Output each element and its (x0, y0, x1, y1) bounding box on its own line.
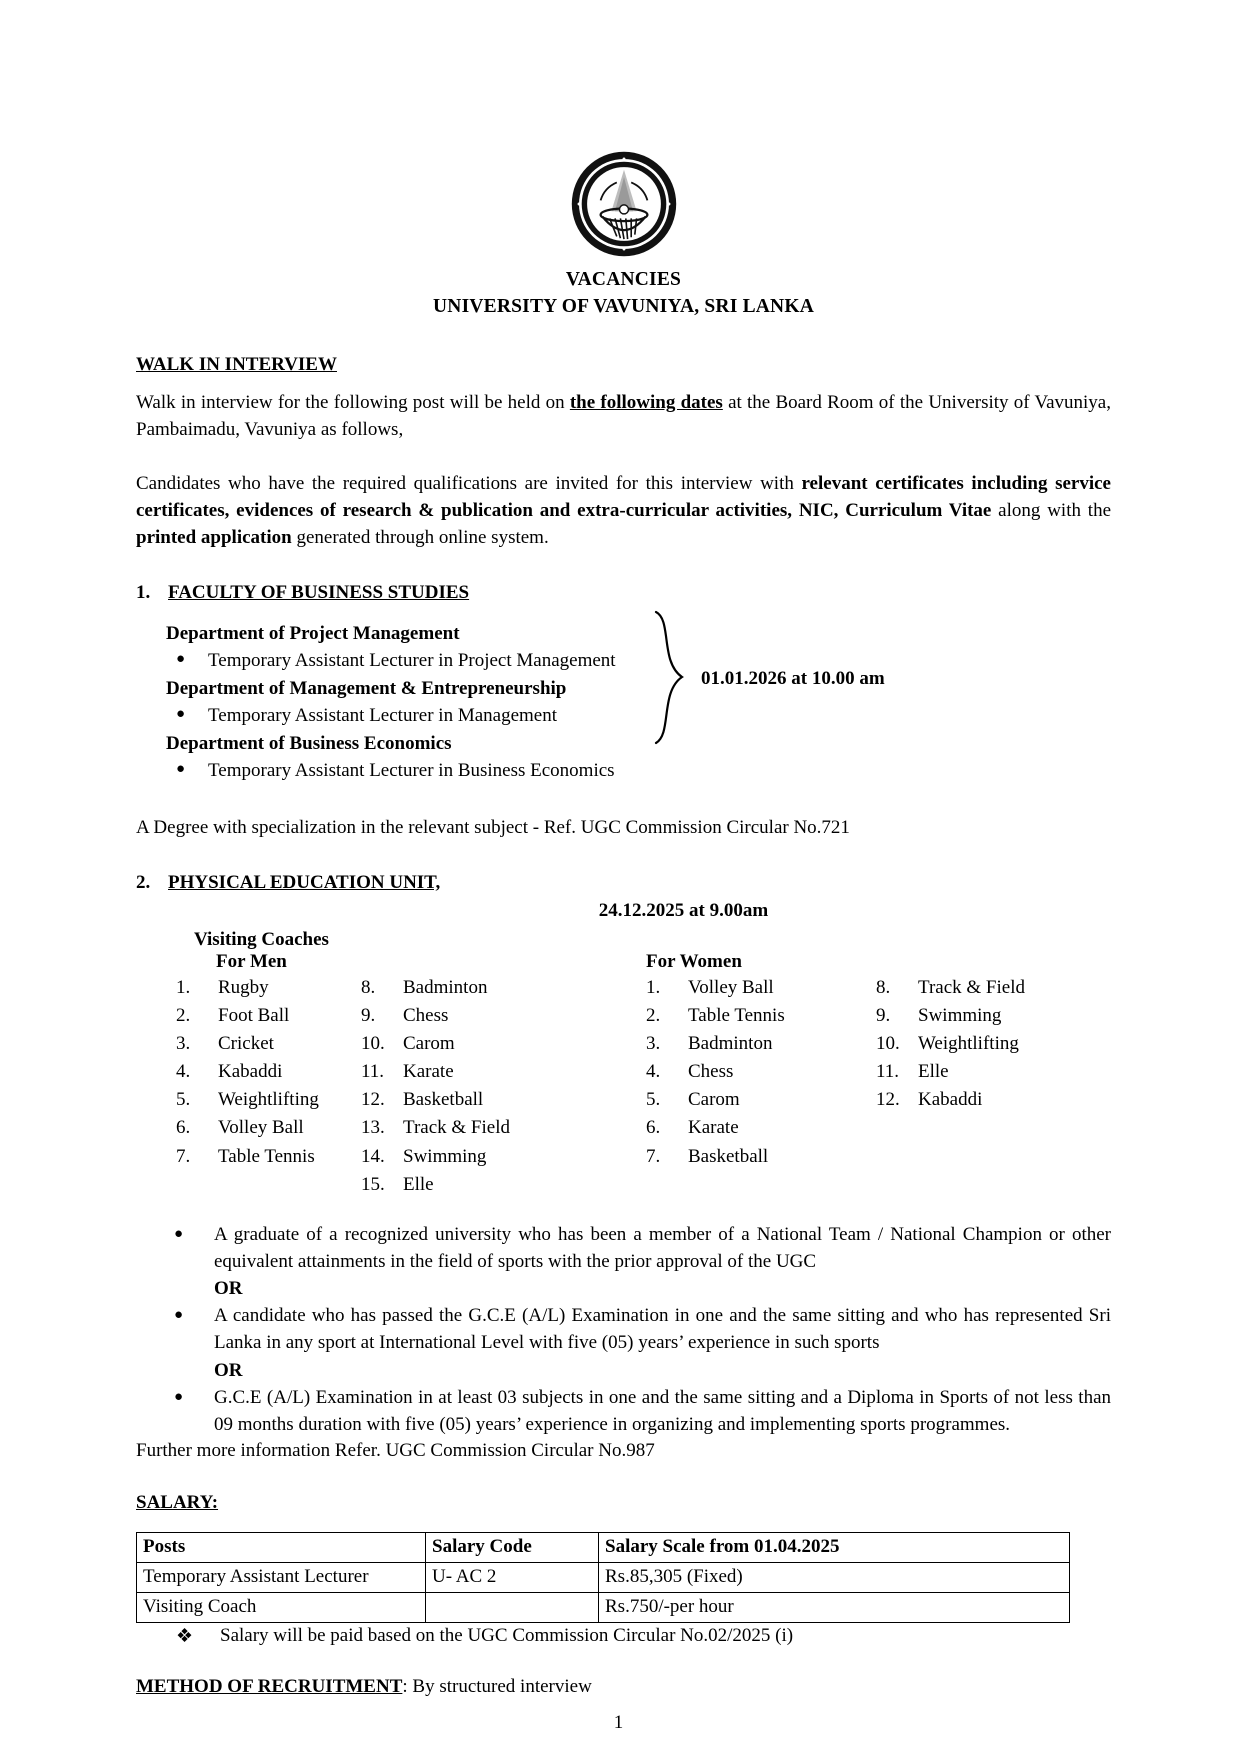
bullet-icon: ● (176, 706, 186, 723)
sport-name: Volley Ball (688, 976, 774, 998)
sport-number: 8. (876, 976, 891, 998)
sport-name: Kabaddi (918, 1089, 983, 1111)
sport-name: Track & Field (403, 1117, 510, 1139)
sport-name: Volley Ball (218, 1117, 304, 1139)
sports-men-label: For Men (216, 950, 287, 972)
sport-name: Badminton (403, 976, 488, 998)
salary-table (136, 1532, 1070, 1623)
page-subtitle: UNIVERSITY OF VAVUNIYA, SRI LANKA (433, 295, 814, 317)
post-label: Temporary Assistant Lecturer in Business Economics (208, 760, 615, 782)
sport-number: 4. (646, 1061, 661, 1083)
university-crest-icon (570, 150, 678, 258)
candidates-p2-bold2: printed application (136, 526, 292, 548)
sport-name: Chess (403, 1005, 449, 1027)
sport-number: 13. (361, 1117, 385, 1139)
sport-number: 5. (646, 1089, 661, 1111)
sport-name: Basketball (403, 1089, 484, 1111)
candidates-p2-part1: Candidates who have the required qualifications are invited for this interview with (136, 472, 802, 494)
sport-name: Table Tennis (688, 1005, 785, 1027)
sport-number: 11. (361, 1061, 385, 1083)
cell-post: Visiting Coach (137, 1593, 426, 1623)
sport-item (876, 1030, 1076, 1058)
sport-item (876, 1086, 1076, 1114)
faculty-departments-block (136, 620, 1111, 785)
sport-number: 14. (361, 1145, 385, 1167)
sport-item (646, 974, 876, 1002)
sport-number: 9. (361, 1005, 376, 1027)
bullet-icon: ● (176, 651, 186, 668)
logo-container (136, 150, 1111, 263)
sport-name: Table Tennis (218, 1145, 315, 1167)
sport-item (176, 1086, 361, 1114)
requirement-text: A graduate of a recognized university who has been a member of a National Team / National Champion or other equivalent attainments in the field of sports with the prior approval of the UGC (214, 1223, 1111, 1272)
sports-grid (136, 951, 1111, 1199)
column-header-salary-code: Salary Code (426, 1533, 599, 1563)
bullet-icon: ● (176, 761, 186, 778)
sport-item (876, 1058, 1076, 1086)
diamond-bullet-icon: ❖ (176, 1626, 194, 1648)
sport-name: Elle (403, 1173, 434, 1195)
requirement-item (136, 1302, 1111, 1356)
sports-women-column-2 (876, 974, 1076, 1171)
sport-number: 1. (176, 976, 191, 998)
sport-number: 10. (361, 1033, 385, 1055)
sports-men-columns (176, 974, 646, 1199)
requirement-item (136, 1221, 1111, 1275)
sport-number: 6. (176, 1117, 191, 1139)
sport-item (646, 1086, 876, 1114)
sport-item (176, 974, 361, 1002)
sport-number: 12. (876, 1089, 900, 1111)
salary-heading-row (136, 1492, 1111, 1514)
sport-number: 5. (176, 1089, 191, 1111)
requirement-text: G.C.E (A/L) Examination in at least 03 subjects in one and the same sitting and a Diploma in Sports of not less than 09 months duration with five (05) years’ experience in organizing and implementing sports programmes. (214, 1386, 1111, 1435)
sport-item (361, 1143, 591, 1171)
sport-name: Foot Ball (218, 1005, 290, 1027)
sport-number: 12. (361, 1089, 385, 1111)
column-header-salary-scale: Salary Scale from 01.04.2025 (599, 1533, 1070, 1563)
sport-name: Carom (403, 1033, 455, 1055)
sport-name: Karate (403, 1061, 454, 1083)
sport-item (876, 1002, 1076, 1030)
sport-number: 15. (361, 1173, 385, 1195)
post-label: Temporary Assistant Lecturer in Project Management (208, 650, 616, 672)
salary-note-item (136, 1625, 1111, 1648)
sport-name: Basketball (688, 1145, 769, 1167)
cell-salary-code: U- AC 2 (426, 1563, 599, 1593)
sport-name: Rugby (218, 976, 269, 998)
or-separator: OR (214, 1359, 243, 1381)
bullet-icon: ● (174, 1388, 184, 1405)
sport-name: Track & Field (918, 976, 1025, 998)
sport-item (361, 1171, 591, 1199)
requirement-text: A candidate who has passed the G.C.E (A/L) Examination in one and the same sitting and who has represented Sri Lanka in any sport at International Level with five (05) years’ experience in such sports (214, 1305, 1111, 1354)
sport-name: Weightlifting (918, 1033, 1019, 1055)
department-name: Department of Project Management (166, 622, 460, 644)
sports-men-column-1 (176, 974, 361, 1199)
walk-in-p1-emphasis: the following dates (569, 391, 723, 413)
table-header-row (137, 1533, 1070, 1563)
sport-item (361, 1114, 591, 1142)
walk-in-p1-part2: at the Board Room of the University of Vavuniya, Pambaimadu, Vavuniya as follows, (136, 391, 1111, 440)
sport-name: Badminton (688, 1033, 773, 1055)
sport-name: Swimming (403, 1145, 487, 1167)
sport-item (361, 974, 591, 1002)
walk-in-interview-heading: WALK IN INTERVIEW (136, 353, 337, 375)
sport-name: Elle (918, 1061, 949, 1083)
sport-name: Cricket (218, 1033, 274, 1055)
sport-item (361, 1002, 591, 1030)
walk-in-paragraph-2 (136, 471, 1111, 552)
salary-note-text: Salary will be paid based on the UGC Commission Circular No.02/2025 (i) (220, 1625, 794, 1647)
table-row (137, 1563, 1070, 1593)
sport-name: Chess (688, 1061, 734, 1083)
faculty-footnote: A Degree with specialization in the relevant subject - Ref. UGC Commission Circular No.721 (136, 816, 850, 838)
walk-in-paragraph-1 (136, 390, 1111, 444)
sport-number: 9. (876, 1005, 891, 1027)
sport-number: 7. (176, 1145, 191, 1167)
visiting-coaches-label: Visiting Coaches (194, 928, 329, 950)
department-name: Department of Management & Entrepreneurship (166, 677, 567, 699)
sport-item (361, 1086, 591, 1114)
sport-item (361, 1058, 591, 1086)
post-label: Temporary Assistant Lecturer in Management (208, 705, 558, 727)
cell-salary-code (426, 1593, 599, 1623)
sports-women-label: For Women (646, 950, 742, 972)
sport-item (361, 1030, 591, 1058)
sport-name: Kabaddi (218, 1061, 283, 1083)
page-number: 1 (613, 1712, 624, 1734)
sport-name: Carom (688, 1089, 740, 1111)
candidates-p2-bold1: relevant certificates including service certificates, evidences of research & publication and extra-curricular activities, NIC, Curriculum Vitae (136, 472, 1111, 521)
cell-salary-scale: Rs.85,305 (Fixed) (599, 1563, 1070, 1593)
bullet-icon: ● (174, 1307, 184, 1324)
sport-item (176, 1143, 361, 1171)
section-2-number: 2. (136, 871, 151, 893)
method-of-recruitment-label: METHOD OF RECRUITMENT (136, 1676, 403, 1698)
sport-number: 7. (646, 1145, 661, 1167)
sport-number: 3. (646, 1033, 661, 1055)
sports-men-column-2 (361, 974, 591, 1199)
salary-heading: SALARY: (136, 1492, 219, 1514)
sport-name: Karate (688, 1117, 739, 1139)
walk-in-p1-part1: Walk in interview for the following post will be held on (136, 391, 570, 413)
requirement-item (136, 1384, 1111, 1438)
sport-item (176, 1058, 361, 1086)
sport-number: 2. (646, 1005, 661, 1027)
sport-item (176, 1030, 361, 1058)
walk-in-heading-row (136, 354, 1111, 376)
sport-number: 2. (176, 1005, 191, 1027)
faculty-interview-date: 01.01.2026 at 10.00 am (701, 667, 885, 689)
sport-item (646, 1058, 876, 1086)
department-post-item (166, 757, 766, 785)
or-separator: OR (214, 1278, 243, 1300)
sports-men-block (176, 951, 646, 1199)
section-2-heading: PHYSICAL EDUCATION UNIT, (168, 871, 441, 893)
cell-post: Temporary Assistant Lecturer (137, 1563, 426, 1593)
sports-women-block (646, 951, 1086, 1199)
sports-women-columns (646, 974, 1086, 1171)
sport-item (646, 1002, 876, 1030)
sports-women-column-1 (646, 974, 876, 1171)
sport-item (646, 1143, 876, 1171)
method-of-recruitment-row (136, 1676, 1111, 1698)
section-2-heading-row (136, 872, 1111, 894)
department-name: Department of Business Economics (166, 732, 452, 754)
section-1-number: 1. (136, 581, 151, 603)
bullet-icon: ● (174, 1225, 184, 1242)
further-information: Further more information Refer. UGC Commission Circular No.987 (136, 1440, 655, 1462)
sport-number: 11. (876, 1061, 900, 1083)
sport-number: 6. (646, 1117, 661, 1139)
column-header-posts: Posts (137, 1533, 426, 1563)
method-of-recruitment-value: : By structured interview (402, 1676, 592, 1698)
sport-number: 4. (176, 1061, 191, 1083)
sport-item (176, 1114, 361, 1142)
sport-number: 10. (876, 1033, 900, 1055)
section-1-heading: FACULTY OF BUSINESS STUDIES (168, 581, 470, 603)
sport-number: 8. (361, 976, 376, 998)
sport-item (646, 1114, 876, 1142)
curly-brace-icon (652, 610, 696, 745)
sport-item (876, 974, 1076, 1002)
sport-item (176, 1002, 361, 1030)
sport-name: Swimming (918, 1005, 1002, 1027)
candidates-p2-part3: generated through online system. (291, 526, 549, 548)
sport-item (646, 1030, 876, 1058)
table-row (137, 1593, 1070, 1623)
physical-education-interview-date: 24.12.2025 at 9.00am (598, 899, 769, 921)
sport-number: 1. (646, 976, 661, 998)
candidates-p2-part2: along with the (991, 499, 1111, 521)
coach-requirements-list (136, 1221, 1111, 1438)
page-title: VACANCIES (565, 269, 682, 290)
section-1-heading-row (136, 582, 1111, 604)
cell-salary-scale: Rs.750/-per hour (599, 1593, 1070, 1623)
sport-number: 3. (176, 1033, 191, 1055)
sport-name: Weightlifting (218, 1089, 319, 1111)
